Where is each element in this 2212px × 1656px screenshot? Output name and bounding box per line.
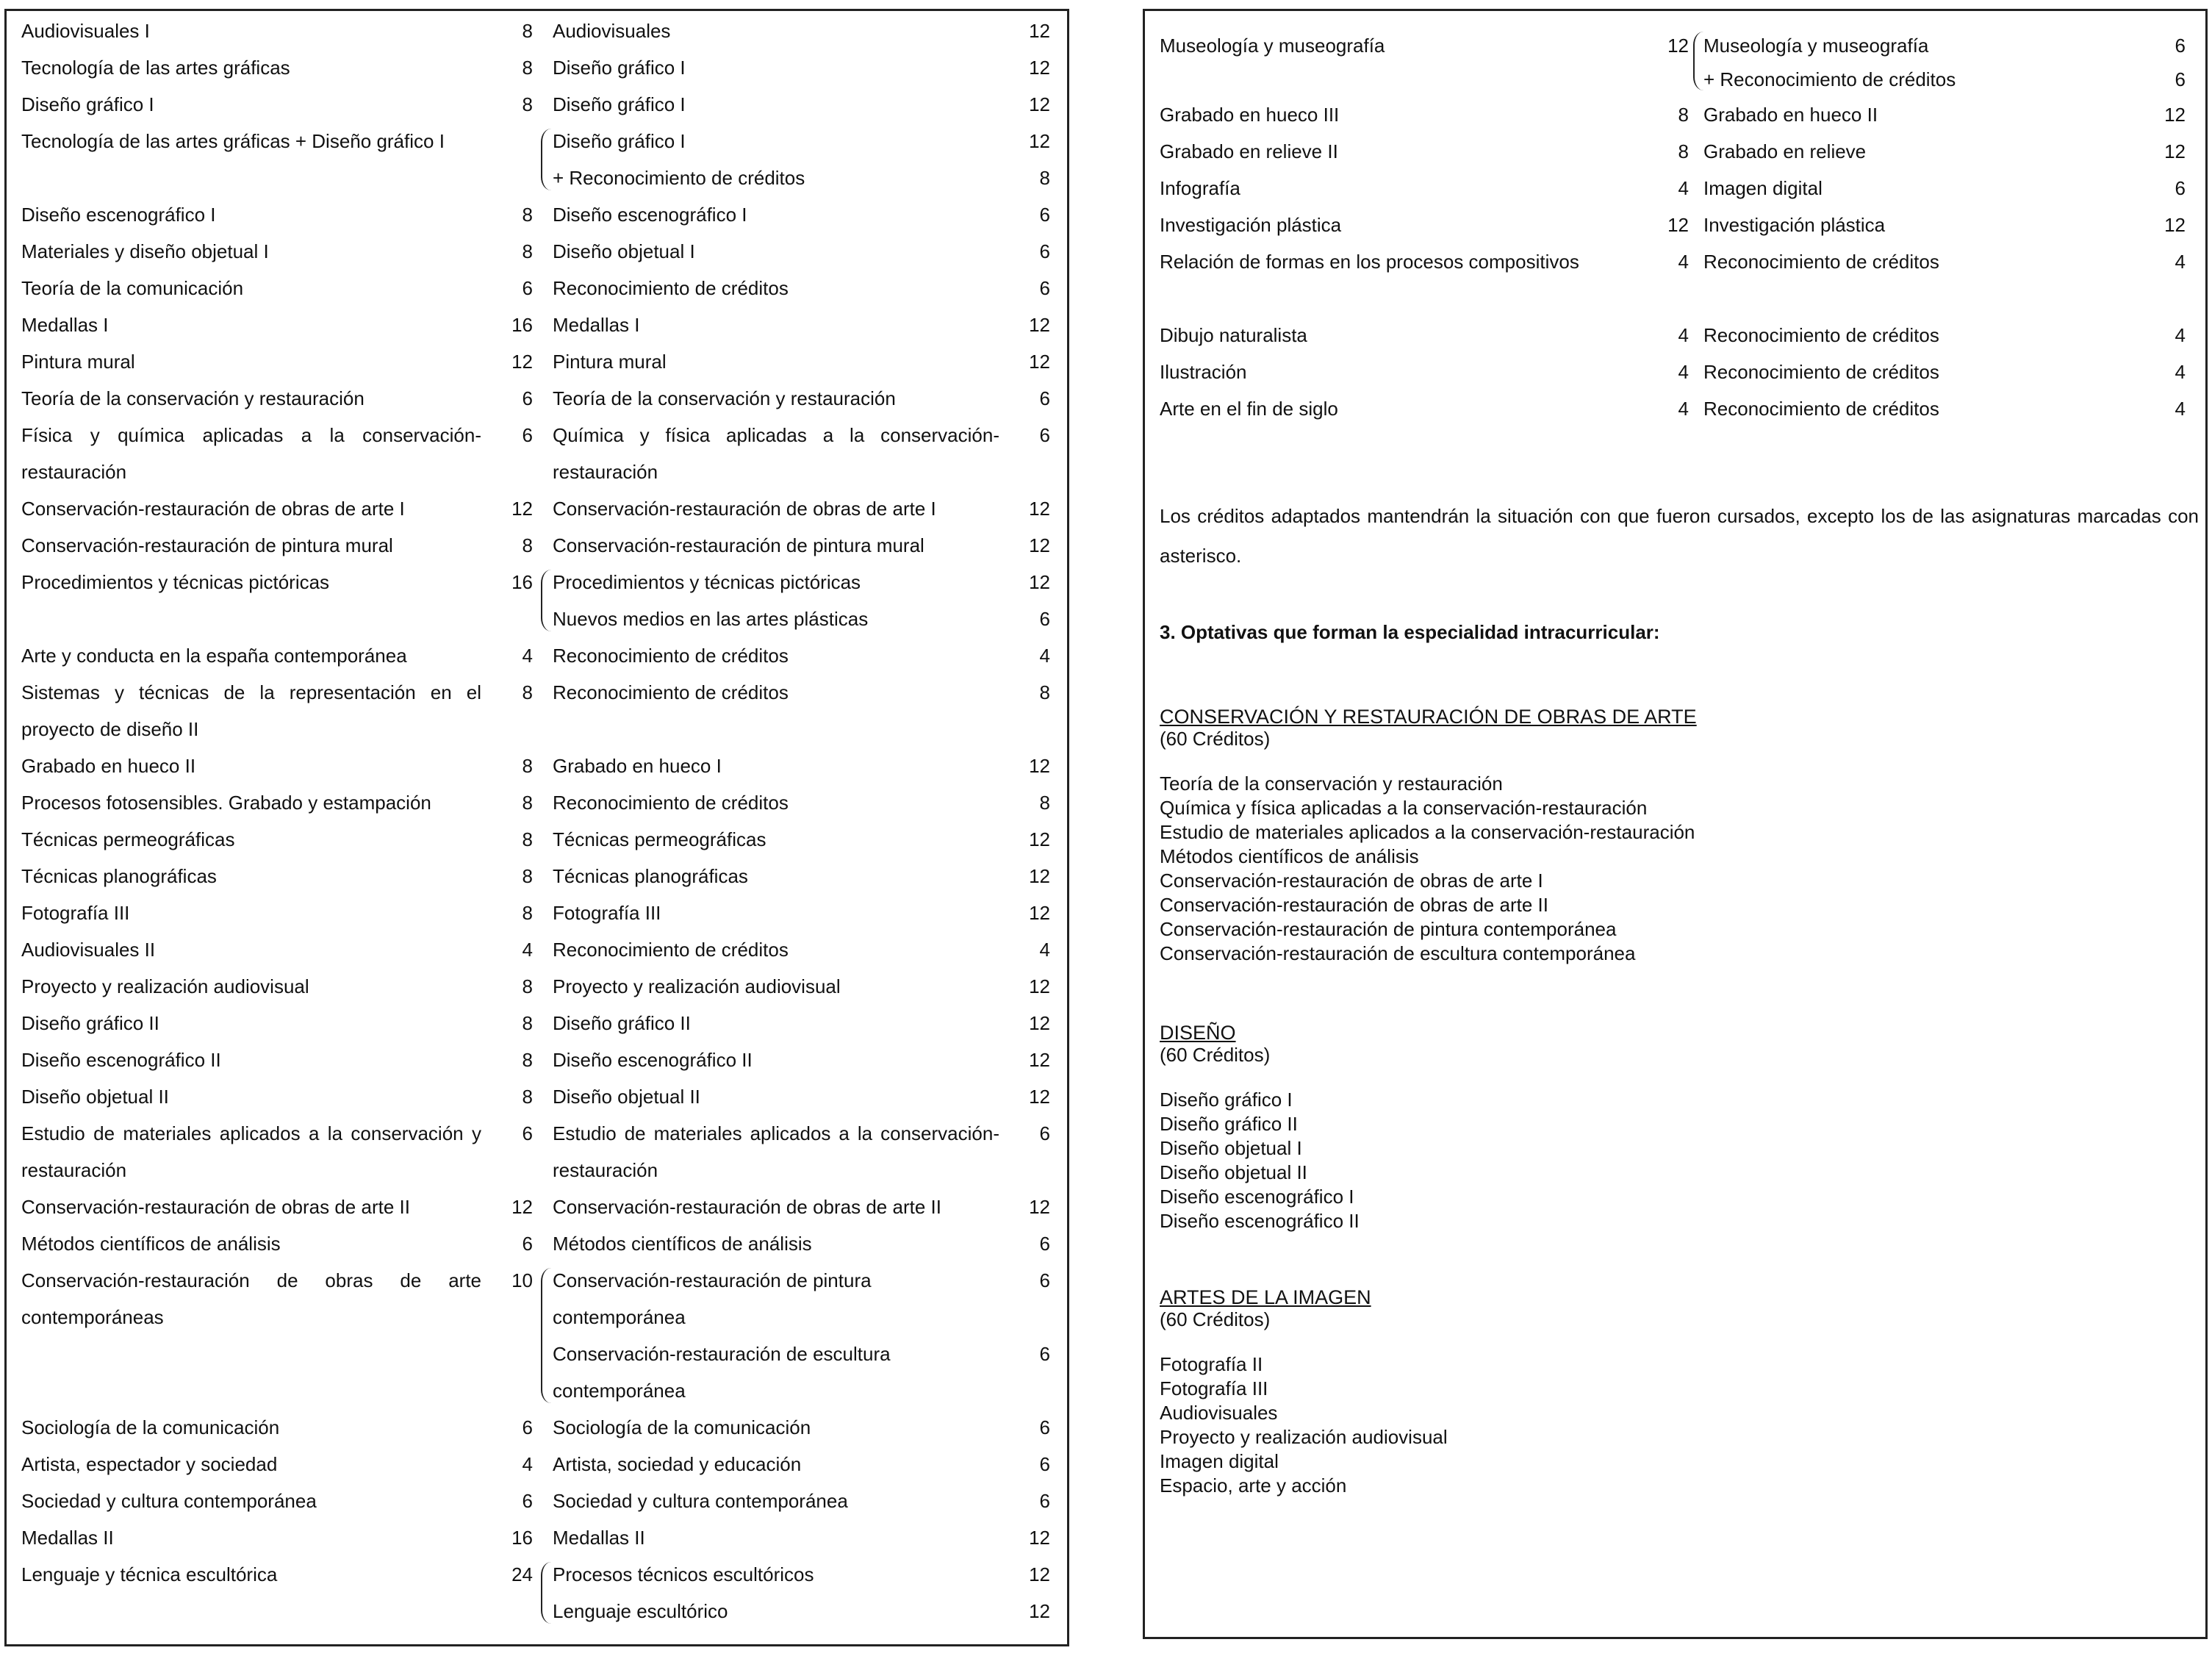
table-row	[7, 1189, 1067, 1225]
new-credits: 4	[2175, 324, 2186, 346]
old-subject: Física y química aplicadas a la conservación-restauración	[21, 424, 481, 483]
left-page-panel	[4, 9, 1069, 1646]
specialty-item: Audiovisuales	[1160, 1402, 1278, 1424]
table-row	[7, 748, 1067, 784]
table-row	[7, 12, 1067, 49]
new-credits: 6	[1039, 1416, 1050, 1438]
specialty-item: Diseño gráfico I	[1160, 1089, 1293, 1111]
new-subject: Diseño escenográfico II	[553, 1049, 753, 1071]
new-credits: 8	[1039, 792, 1050, 814]
table-row	[7, 490, 1067, 527]
old-subject: Estudio de materiales aplicados a la conservación y restauración	[21, 1122, 481, 1181]
new-subject: Conservación-restauración de obras de arte I	[553, 498, 936, 520]
new-subject: Proyecto y realización audiovisual	[553, 975, 841, 997]
new-credits: 12	[1029, 828, 1050, 850]
new-subject: Procesos técnicos escultóricos	[553, 1563, 814, 1585]
old-credits: 16	[511, 1527, 533, 1549]
old-subject: Sociedad y cultura contemporánea	[21, 1490, 317, 1512]
table-row	[7, 270, 1067, 307]
old-subject: Sistemas y técnicas de la representación en el proyecto de diseño II	[21, 681, 481, 740]
new-credits: 4	[2175, 398, 2186, 420]
old-subject: Relación de formas en los procesos compositivos	[1160, 251, 1579, 273]
new-subject: Grabado en relieve	[1703, 140, 1867, 162]
new-credits: 6	[1039, 204, 1050, 226]
table-row	[7, 1446, 1067, 1483]
new-credits: 12	[2164, 104, 2186, 126]
new-credits: 6	[1039, 1269, 1050, 1291]
new-subject: Teoría de la conservación y restauración	[553, 387, 896, 409]
old-subject: Diseño escenográfico II	[21, 1049, 221, 1071]
new-subject: Técnicas permeográficas	[553, 828, 766, 850]
old-subject: Diseño gráfico II	[21, 1012, 159, 1034]
new-subject: Reconocimiento de créditos	[553, 645, 789, 667]
old-subject: Tecnología de las artes gráficas	[21, 57, 290, 79]
new-credits: 12	[1029, 314, 1050, 336]
old-credits: 12	[1667, 214, 1689, 236]
old-credits: 8	[522, 204, 533, 226]
new-subject: Pintura mural	[553, 351, 667, 373]
new-subject: Artista, sociedad y educación	[553, 1453, 802, 1475]
new-subject: Técnicas planográficas	[553, 865, 748, 887]
table-row	[7, 343, 1067, 380]
new-subject: Conservación-restauración de escultura contemporánea	[553, 1343, 891, 1402]
old-credits: 8	[522, 1012, 533, 1034]
old-credits: 16	[511, 314, 533, 336]
old-subject: Conservación-restauración de obras de arte II	[21, 1196, 410, 1218]
brace-bracket	[541, 1268, 553, 1403]
old-credits: 6	[522, 387, 533, 409]
new-credits: 6	[1039, 387, 1050, 409]
table-row	[7, 1005, 1067, 1042]
new-credits: 12	[1029, 755, 1050, 777]
table-row	[1145, 317, 2205, 354]
new-credits: 12	[1029, 1049, 1050, 1071]
new-subject: Diseño gráfico I	[553, 93, 686, 115]
old-credits: 4	[522, 1453, 533, 1475]
specialty-item: Teoría de la conservación y restauración	[1160, 773, 1503, 795]
old-subject: Materiales y diseño objetual I	[21, 240, 269, 262]
specialty-item: Diseño escenográfico I	[1160, 1186, 1354, 1208]
new-subject: Reconocimiento de créditos	[1703, 251, 1939, 273]
table-row	[7, 307, 1067, 343]
old-credits: 8	[522, 902, 533, 924]
specialty-item: Fotografía III	[1160, 1377, 1268, 1399]
new-subject: Diseño gráfico I	[553, 57, 686, 79]
new-subject: Diseño escenográfico I	[553, 204, 747, 226]
old-subject: Ilustración	[1160, 361, 1247, 383]
new-credits: 12	[1029, 498, 1050, 520]
old-credits: 8	[522, 755, 533, 777]
specialty-item: Conservación-restauración de escultura contemporánea	[1160, 942, 1636, 964]
new-subject: Diseño objetual II	[553, 1086, 700, 1108]
specialty-title: DISEÑO	[1160, 1022, 1236, 1044]
new-credits: 12	[1029, 1012, 1050, 1034]
table-row	[7, 1078, 1067, 1115]
new-subject: Conservación-restauración de obras de arte II	[553, 1196, 941, 1218]
specialty-item: Proyecto y realización audiovisual	[1160, 1426, 1448, 1448]
specialty-item: Estudio de materiales aplicados a la conservación-restauración	[1160, 821, 1695, 843]
specialty-credits: (60 Créditos)	[1160, 1308, 1271, 1330]
table-row	[7, 1409, 1067, 1446]
table-row	[1145, 27, 2205, 101]
old-subject: Teoría de la comunicación	[21, 277, 244, 299]
table-row	[7, 821, 1067, 858]
new-credits: 12	[1029, 1527, 1050, 1549]
old-credits: 8	[522, 681, 533, 703]
new-credits: 6	[1039, 424, 1050, 446]
table-row	[7, 49, 1067, 86]
new-subject: Fotografía III	[553, 902, 661, 924]
old-subject: Dibujo naturalista	[1160, 324, 1307, 346]
new-credits: 12	[1029, 351, 1050, 373]
old-credits: 12	[511, 1196, 533, 1218]
specialty-title: CONSERVACIÓN Y RESTAURACIÓN DE OBRAS DE ARTE	[1160, 706, 1697, 728]
table-row	[1145, 354, 2205, 390]
old-credits: 4	[1678, 324, 1689, 346]
old-credits: 8	[522, 20, 533, 42]
new-subject: Nuevos medios en las artes plásticas	[553, 608, 869, 630]
old-credits: 8	[522, 828, 533, 850]
table-row	[7, 417, 1067, 490]
old-subject: Museología y museografía	[1160, 35, 1385, 57]
old-subject: Técnicas permeográficas	[21, 828, 235, 850]
table-row	[7, 86, 1067, 123]
old-subject: Diseño gráfico I	[21, 93, 154, 115]
old-credits: 8	[522, 57, 533, 79]
old-subject: Medallas II	[21, 1527, 114, 1549]
old-credits: 8	[1678, 140, 1689, 162]
new-credits: 8	[1039, 681, 1050, 703]
old-credits: 12	[1667, 35, 1689, 57]
old-credits: 4	[522, 645, 533, 667]
old-credits: 12	[511, 498, 533, 520]
new-subject: Métodos científicos de análisis	[553, 1233, 812, 1255]
new-subject: Reconocimiento de créditos	[1703, 324, 1939, 346]
old-credits: 6	[522, 1122, 533, 1144]
new-subject: Investigación plástica	[1703, 214, 1886, 236]
new-credits: 6	[1039, 608, 1050, 630]
old-credits: 4	[1678, 361, 1689, 383]
table-row	[7, 1115, 1067, 1189]
new-subject: Reconocimiento de créditos	[1703, 361, 1939, 383]
old-credits: 8	[522, 792, 533, 814]
table-row	[1145, 390, 2205, 427]
right-page-panel	[1143, 9, 2208, 1639]
new-credits: 12	[1029, 20, 1050, 42]
brace-bracket	[541, 129, 553, 190]
new-credits: 4	[1039, 939, 1050, 961]
old-subject: Fotografía III	[21, 902, 130, 924]
old-credits: 8	[522, 975, 533, 997]
old-subject: Arte y conducta en la españa contemporánea	[21, 645, 407, 667]
specialty-item: Diseño gráfico II	[1160, 1113, 1298, 1135]
new-credits: 4	[1039, 645, 1050, 667]
new-subject: Procedimientos y técnicas pictóricas	[553, 571, 861, 593]
table-row	[7, 564, 1067, 637]
old-subject: Audiovisuales I	[21, 20, 150, 42]
table-row	[7, 380, 1067, 417]
old-subject: Conservación-restauración de pintura mural	[21, 534, 393, 556]
table-row	[7, 196, 1067, 233]
old-credits: 4	[1678, 251, 1689, 273]
old-subject: Diseño objetual II	[21, 1086, 169, 1108]
old-credits: 8	[522, 1086, 533, 1108]
old-subject: Métodos científicos de análisis	[21, 1233, 281, 1255]
table-row	[7, 1225, 1067, 1262]
new-credits: 12	[1029, 902, 1050, 924]
specialty-item: Diseño objetual II	[1160, 1161, 1307, 1183]
old-credits: 12	[511, 351, 533, 373]
new-credits: 12	[1029, 1196, 1050, 1218]
table-row	[7, 858, 1067, 895]
old-credits: 8	[522, 93, 533, 115]
specialty-item: Fotografía II	[1160, 1353, 1263, 1375]
old-subject: Lenguaje y técnica escultórica	[21, 1563, 278, 1585]
new-subject: Grabado en hueco I	[553, 755, 722, 777]
new-credits: 8	[1039, 167, 1050, 189]
new-subject: Química y física aplicadas a la conservación-restauración	[553, 424, 999, 483]
table-row	[7, 674, 1067, 748]
new-subject: Reconocimiento de créditos	[1703, 398, 1939, 420]
new-subject: Medallas I	[553, 314, 640, 336]
table-row	[1145, 170, 2205, 207]
table-row	[7, 1262, 1067, 1409]
new-credits: 6	[2175, 177, 2186, 199]
old-credits: 8	[1678, 104, 1689, 126]
new-credits: 4	[2175, 251, 2186, 273]
table-row	[7, 968, 1067, 1005]
old-subject: Grabado en hueco III	[1160, 104, 1340, 126]
old-subject: Grabado en relieve II	[1160, 140, 1338, 162]
specialty-item: Métodos científicos de análisis	[1160, 845, 1419, 867]
table-row	[7, 527, 1067, 564]
new-credits: 6	[1039, 1490, 1050, 1512]
old-credits: 6	[522, 1416, 533, 1438]
table-row	[7, 1519, 1067, 1556]
table-row	[7, 233, 1067, 270]
table-row	[7, 1556, 1067, 1630]
new-credits: 12	[1029, 1086, 1050, 1108]
new-credits: 6	[1039, 1453, 1050, 1475]
old-subject: Procedimientos y técnicas pictóricas	[21, 571, 330, 593]
new-subject: Lenguaje escultórico	[553, 1600, 728, 1622]
old-subject: Tecnología de las artes gráficas + Diseño gráfico I	[21, 130, 445, 152]
old-subject: Técnicas planográficas	[21, 865, 217, 887]
old-subject: Pintura mural	[21, 351, 135, 373]
old-subject: Investigación plástica	[1160, 214, 1342, 236]
specialty-item: Química y física aplicadas a la conservación-restauración	[1160, 797, 1648, 819]
table-row	[1145, 243, 2205, 317]
old-credits: 6	[522, 1233, 533, 1255]
new-credits: 6	[2175, 68, 2186, 90]
table-row	[1145, 133, 2205, 170]
specialty-item: Conservación-restauración de pintura contemporánea	[1160, 918, 1617, 940]
new-subject: Sociología de la comunicación	[553, 1416, 811, 1438]
adaptation-note: Los créditos adaptados mantendrán la situación con que fueron cursados, excepto los de las asignaturas marcadas con asterisco.	[1160, 505, 2199, 567]
old-credits: 24	[511, 1563, 533, 1585]
old-subject: Conservación-restauración de obras de arte I	[21, 498, 405, 520]
table-row	[7, 1042, 1067, 1078]
new-subject: Museología y museografía	[1703, 35, 1929, 57]
new-subject: + Reconocimiento de créditos	[1703, 68, 1956, 90]
new-subject: Reconocimiento de créditos	[553, 681, 789, 703]
old-credits: 4	[1678, 398, 1689, 420]
new-credits: 6	[1039, 1233, 1050, 1255]
new-subject: Conservación-restauración de pintura mural	[553, 534, 924, 556]
old-subject: Procesos fotosensibles. Grabado y estampación	[21, 792, 431, 814]
new-subject: Conservación-restauración de pintura contemporánea	[553, 1269, 872, 1328]
new-subject: Grabado en hueco II	[1703, 104, 1878, 126]
old-subject: Infografía	[1160, 177, 1240, 199]
old-credits: 8	[522, 865, 533, 887]
old-subject: Sociología de la comunicación	[21, 1416, 280, 1438]
old-subject: Grabado en hueco II	[21, 755, 196, 777]
specialty-title: ARTES DE LA IMAGEN	[1160, 1286, 1371, 1308]
new-subject: Medallas II	[553, 1527, 645, 1549]
table-row	[1145, 207, 2205, 243]
old-credits: 10	[511, 1269, 533, 1291]
specialty-credits: (60 Créditos)	[1160, 1044, 1271, 1066]
brace-bracket	[541, 570, 553, 631]
specialty-item: Diseño objetual I	[1160, 1137, 1302, 1159]
new-credits: 12	[2164, 140, 2186, 162]
new-credits: 12	[1029, 93, 1050, 115]
section3-heading: 3. Optativas que forman la especialidad intracurricular:	[1160, 621, 1660, 643]
new-subject: Imagen digital	[1703, 177, 1823, 199]
new-credits: 12	[1029, 571, 1050, 593]
specialty-item: Espacio, arte y acción	[1160, 1474, 1347, 1497]
table-row	[7, 895, 1067, 931]
table-row	[7, 123, 1067, 196]
new-credits: 6	[1039, 240, 1050, 262]
old-subject: Teoría de la conservación y restauración	[21, 387, 365, 409]
specialty-item: Conservación-restauración de obras de arte I	[1160, 870, 1543, 892]
new-credits: 12	[1029, 130, 1050, 152]
old-credits: 4	[1678, 177, 1689, 199]
old-credits: 4	[522, 939, 533, 961]
new-subject: + Reconocimiento de créditos	[553, 167, 805, 189]
specialty-item: Imagen digital	[1160, 1450, 1279, 1472]
old-credits: 6	[522, 1490, 533, 1512]
old-credits: 6	[522, 277, 533, 299]
new-subject: Estudio de materiales aplicados a la conservación-restauración	[553, 1122, 999, 1181]
new-subject: Diseño gráfico I	[553, 130, 686, 152]
new-credits: 4	[2175, 361, 2186, 383]
specialty-item: Conservación-restauración de obras de arte II	[1160, 894, 1548, 916]
new-credits: 6	[1039, 1122, 1050, 1144]
table-row	[7, 931, 1067, 968]
old-credits: 8	[522, 534, 533, 556]
old-subject: Arte en el fin de siglo	[1160, 398, 1338, 420]
old-credits: 8	[522, 1049, 533, 1071]
new-credits: 6	[2175, 35, 2186, 57]
new-subject: Reconocimiento de créditos	[553, 939, 789, 961]
old-subject: Proyecto y realización audiovisual	[21, 975, 309, 997]
new-credits: 12	[2164, 214, 2186, 236]
table-row	[7, 784, 1067, 821]
new-subject: Diseño objetual I	[553, 240, 695, 262]
new-subject: Reconocimiento de créditos	[553, 277, 789, 299]
new-credits: 12	[1029, 1563, 1050, 1585]
old-subject: Audiovisuales II	[21, 939, 156, 961]
table-row	[7, 1483, 1067, 1519]
old-credits: 16	[511, 571, 533, 593]
new-credits: 12	[1029, 534, 1050, 556]
brace-bracket	[541, 1562, 553, 1624]
old-subject: Medallas I	[21, 314, 109, 336]
new-subject: Sociedad y cultura contemporánea	[553, 1490, 848, 1512]
new-subject: Diseño gráfico II	[553, 1012, 691, 1034]
table-row	[7, 637, 1067, 674]
new-credits: 6	[1039, 277, 1050, 299]
new-subject: Reconocimiento de créditos	[553, 792, 789, 814]
table-row	[1145, 96, 2205, 133]
old-credits: 8	[522, 240, 533, 262]
new-subject: Audiovisuales	[553, 20, 671, 42]
new-credits: 12	[1029, 865, 1050, 887]
new-credits: 12	[1029, 57, 1050, 79]
new-credits: 12	[1029, 1600, 1050, 1622]
old-subject: Conservación-restauración de obras de arte contemporáneas	[21, 1269, 481, 1328]
specialty-item: Diseño escenográfico II	[1160, 1210, 1360, 1232]
old-subject: Diseño escenográfico I	[21, 204, 216, 226]
old-subject: Artista, espectador y sociedad	[21, 1453, 278, 1475]
specialty-credits: (60 Créditos)	[1160, 728, 1271, 750]
new-credits: 6	[1039, 1343, 1050, 1365]
old-credits: 6	[522, 424, 533, 446]
new-credits: 12	[1029, 975, 1050, 997]
